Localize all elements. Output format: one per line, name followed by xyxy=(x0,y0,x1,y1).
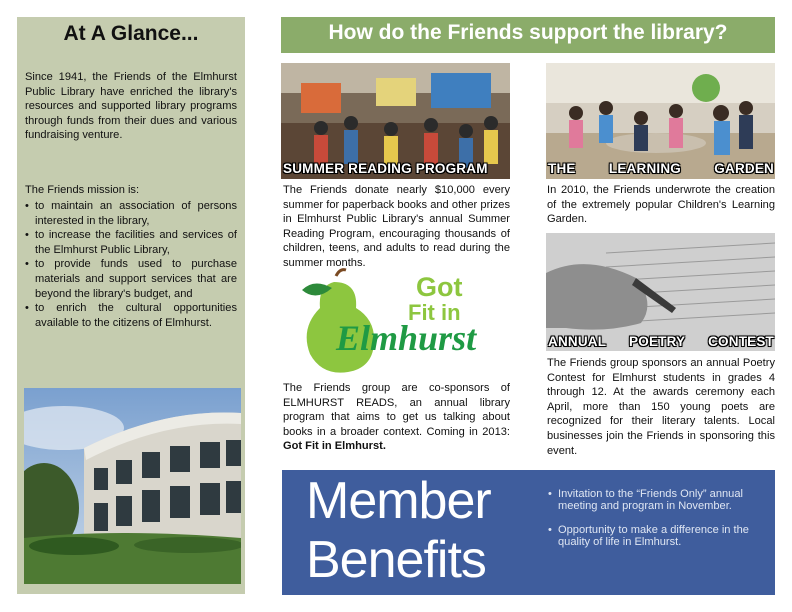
elmhurst-reads-text xyxy=(283,381,510,454)
member-benefits-title-line2: Benefits xyxy=(306,531,486,589)
mission-list xyxy=(25,199,237,330)
learning-garden-text: In 2010, the Friends underwrote the creation of the extremely popular Children's Learning Garden. xyxy=(547,184,775,226)
poetry-contest-caption: ANNUAL POETRY CONTEST xyxy=(548,334,774,349)
mission-item: • to increase the facilities and services of the Elmhurst Public Library, xyxy=(25,228,237,257)
library-building-photo xyxy=(24,388,241,584)
mission-item: • to provide funds used to purchase materials and support services that are beyond the library's budget, and xyxy=(25,257,237,301)
summer-reading-text: The Friends donate nearly $10,000 every summer for paperback books and other prizes in Elmhurst Public Library's annual Summer Reading Program, encouraging thousands of children, teens, and adults to read during the summer months. xyxy=(283,184,510,269)
benefit-item: • Invitation to the “Friends Only” annual meeting and program in November. xyxy=(548,488,763,513)
mission-item: • to maintain an association of persons interested in the library, xyxy=(25,199,237,228)
intro-paragraph: Since 1941, the Friends of the Elmhurst Public Library have enriched the library's resources and supported library programs through funds from their dues and various fundraising venture. xyxy=(25,71,237,142)
member-benefits-title-line1: Member xyxy=(306,472,491,530)
member-benefits-list xyxy=(548,488,763,560)
elmhurst-reads-highlight: Got Fit in Elmhurst. xyxy=(283,440,386,453)
at-a-glance-title: At A Glance... xyxy=(63,22,199,45)
poetry-contest-text: The Friends group sponsors an annual Poetry Contest for Elmhurst students in grades 4 through 12. At the awards ceremony each April, more than 150 young poets are recognized for their literary talents. Local businesses join the Friends in sponsoring this event. xyxy=(547,357,775,457)
summer-reading-caption: SUMMER READING PROGRAM xyxy=(283,161,488,176)
mission-item: • to enrich the cultural opportunities available to the citizens of Elmhurst. xyxy=(25,301,237,330)
mission-lead: The Friends mission is: xyxy=(25,184,140,196)
support-header-title: How do the Friends support the library? xyxy=(328,21,728,44)
logo-line2: Fit in xyxy=(408,300,461,325)
got-fit-logo xyxy=(296,268,499,374)
elmhurst-reads-body: The Friends group are co-sponsors of ELMHURST READS, an annual library program that aims to get us talking about books in a broader context. Coming in 2013: xyxy=(283,382,510,438)
learning-garden-caption: THE LEARNING GARDEN xyxy=(548,161,774,176)
benefit-item: • Opportunity to make a difference in the quality of life in Elmhurst. xyxy=(548,524,763,549)
logo-line3: Elmhurst xyxy=(336,318,477,358)
logo-line1: Got xyxy=(416,272,463,302)
